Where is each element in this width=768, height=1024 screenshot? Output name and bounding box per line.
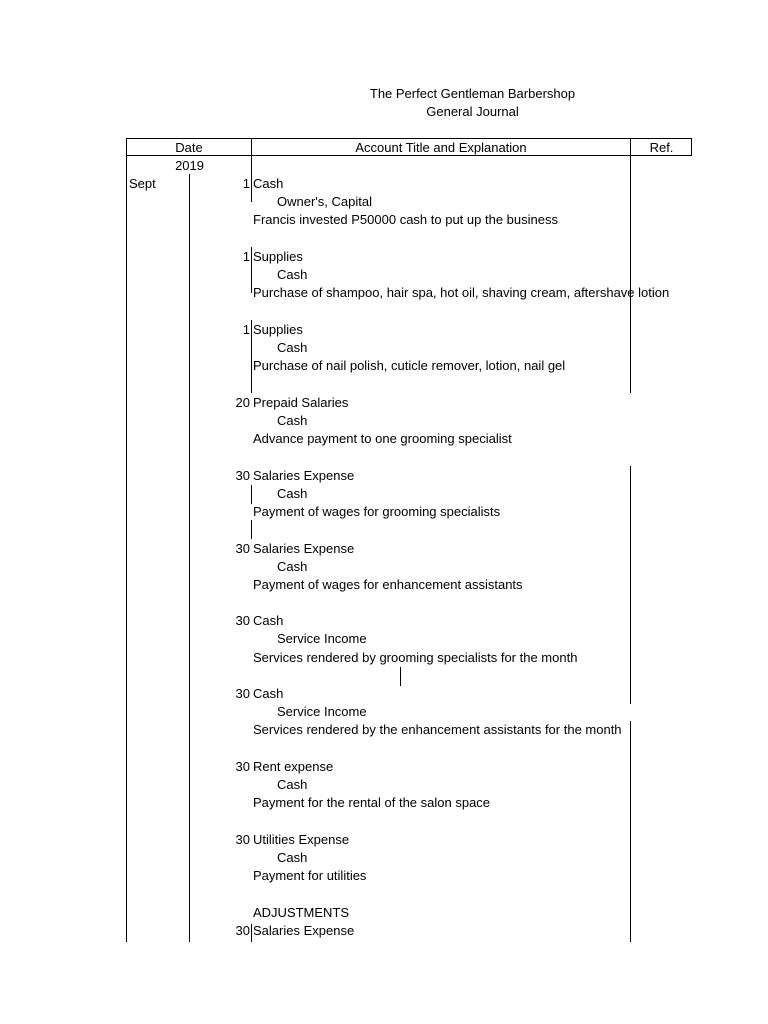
entry-explanation: Purchase of shampoo, hair spa, hot oil, shaving cream, aftershave lotion [253,285,670,300]
entry-day: 1 [242,249,250,264]
entry-day: 30 [235,923,250,938]
ref-column-header: Ref. [649,140,674,155]
credit-account: Service Income [277,704,367,719]
account-column-header: Account Title and Explanation [355,140,527,155]
credit-account: Cash [277,850,308,865]
entry-day: 1 [242,322,250,337]
year-label: 2019 [175,158,204,173]
stray-line [400,667,401,686]
debit-account: Cash [253,613,284,628]
debit-account: Salaries Expense [253,541,355,556]
ref-column-line [630,466,631,704]
date-column-line [251,156,252,202]
credit-account: Cash [277,486,308,501]
credit-account: Cash [277,267,308,282]
ref-column-line [630,156,631,393]
credit-account: Owner's, Capital [277,194,372,209]
entry-explanation: Services rendered by the enhancement assistants for the month [253,722,622,737]
entry-explanation: Payment of wages for grooming specialists [253,504,501,519]
entry-day: 30 [235,686,250,701]
adjustments-heading: ADJUSTMENTS [253,905,350,920]
debit-account: Prepaid Salaries [253,395,349,410]
month-label: Sept [129,176,156,191]
entry-explanation: Services rendered by grooming specialists for the month [253,650,578,665]
company-title: The Perfect Gentleman Barbershop [369,86,576,101]
date-column-header: Date [175,140,203,155]
debit-account: Salaries Expense [253,923,355,938]
entry-day: 30 [235,759,250,774]
credit-account: Cash [277,559,308,574]
left-border-line [126,156,127,942]
entry-day: 30 [235,541,250,556]
date-column-line [251,320,252,393]
credit-account: Cash [277,413,308,428]
credit-account: Service Income [277,631,367,646]
entry-explanation: Advance payment to one grooming specialist [253,431,512,446]
date-column-line [251,485,252,504]
month-column-line [189,174,190,942]
entry-day: 30 [235,832,250,847]
debit-account: Salaries Expense [253,468,355,483]
journal-title: General Journal [426,104,519,119]
entry-explanation: Payment of wages for enhancement assistants [253,577,523,592]
date-column-line [251,924,252,942]
credit-account: Cash [277,340,308,355]
debit-account: Cash [253,686,284,701]
entry-day: 30 [235,613,250,628]
debit-account: Utilities Expense [253,832,350,847]
entry-day: 1 [242,176,250,191]
ref-column-line [630,721,631,942]
debit-account: Cash [253,176,284,191]
entry-day: 20 [235,395,250,410]
debit-account: Supplies [253,322,303,337]
debit-account: Supplies [253,249,303,264]
debit-account: Rent expense [253,759,334,774]
entry-explanation: Payment for utilities [253,868,367,883]
date-column-line [251,247,252,293]
date-column-line [251,520,252,539]
entry-explanation: Purchase of nail polish, cuticle remover, lotion, nail gel [253,358,566,373]
entry-explanation: Payment for the rental of the salon space [253,795,491,810]
entry-explanation: Francis invested P50000 cash to put up the business [253,212,558,227]
entry-day: 30 [235,468,250,483]
credit-account: Cash [277,777,308,792]
